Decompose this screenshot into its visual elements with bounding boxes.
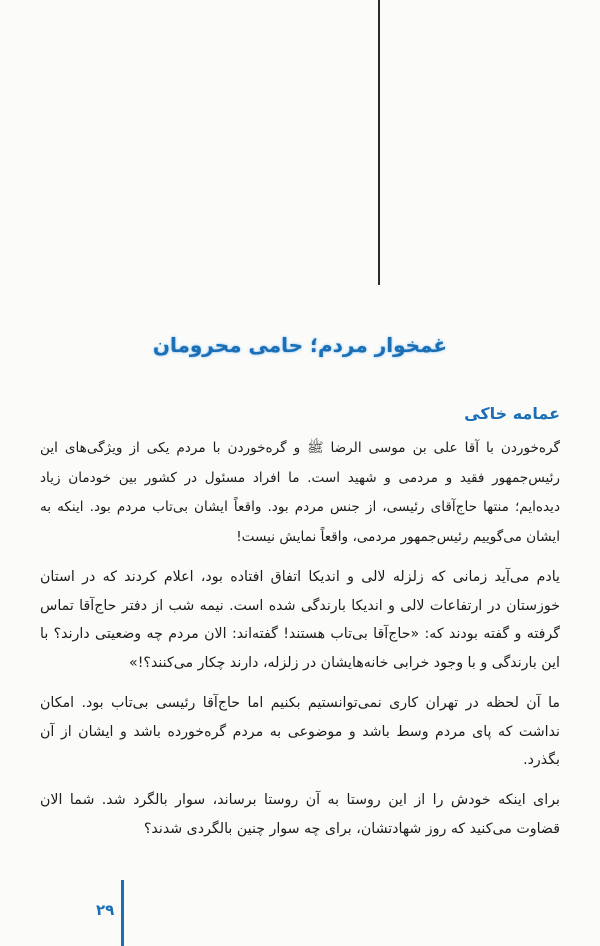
body-text [40,434,560,854]
paragraph-4: برای اینکه خودش را از این روستا به آن روستا برساند، سوار بالگرد شد. شما الان قضاوت می‌کنید که روز شهادتشان، برای چه سوار چنین بالگردی شدند؟ [40,791,560,837]
paragraph-1: گره‌خوردن با آقا علی بن موسی الرضا ﷺ و گره‌خوردن با مردم یکی از ویژگی‌های این رئیس‌جمهور فقید و مردمی و شهید است. ما افراد مسئول در کشور بین خودمان زیاد دیده‌ایم؛ منتها حاج‌آقای رئیسی، از جنس مردم بود. واقعاً ایشان بی‌تاب مردم بود. اینکه به ایشان می‌گوییم رئیس‌جمهور مردمی، واقعاً نمایش نیست! [40,440,560,545]
top-vertical-rule [378,0,380,285]
paragraph-2: یادم می‌آید زمانی که زلزله لالی و اندیکا اتفاق افتاده بود، اعلام کردند که در استان خوزستان در ارتفاعات لالی و اندیکا بارندگی شده است. نیمه شب از دفتر حاج‌آقا تماس گرفته و گفته بودند که: «حاج‌آقا بی‌تاب هستند! گفته‌اند: الان مردم چه وضعیتی دارند؟ با این بارندگی و با وجود خرابی خانه‌هایشان در زلزله، دارند چکار می‌کنند؟!» [40,569,560,672]
paragraph-3: ما آن لحظه در تهران کاری نمی‌توانستیم بکنیم اما حاج‌آقا رئیسی بی‌تاب بود. امکان نداشت که پای مردم وسط باشد و موضوعی به مردم گره‌خورده باشد و ایشان از آن بگذرد. [40,694,560,769]
section-title: عمامه خاکی [464,404,560,423]
page-number: ۲۹ [96,901,115,919]
chapter-title: غمخوار مردم؛ حامی محرومان [152,333,448,357]
bottom-vertical-rule [121,880,124,946]
